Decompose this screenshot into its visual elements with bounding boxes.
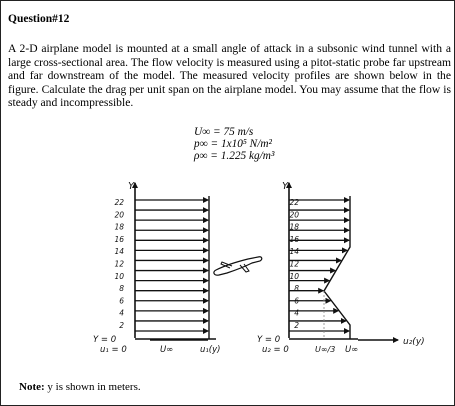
upstream-y-ticks: [114, 198, 124, 330]
y-tick-label: 6: [119, 296, 124, 306]
u-inf-param: U∞ = 75 m/s: [194, 126, 254, 138]
y-tick-label: 14: [114, 247, 124, 257]
y-tick-label: 8: [294, 284, 299, 294]
upstream-profile: [93, 181, 220, 355]
y-tick-label: 16: [114, 234, 124, 244]
upstream-profile-label: u₁(y): [200, 345, 221, 355]
p-inf-param: p∞ = 1x10⁵ N/m²: [194, 138, 272, 151]
downstream-u-origin-label: u₂ = 0: [262, 345, 289, 355]
note-text: y is shown in meters.: [44, 381, 141, 393]
downstream-y-axis-label: Y: [282, 181, 289, 192]
y-tick-label: 12: [289, 259, 299, 269]
y-tick-label: 10: [114, 271, 124, 281]
y-tick-label: 20: [289, 210, 299, 220]
rho-inf-param: ρ∞ = 1.225 kg/m³: [194, 150, 275, 163]
y-tick-label: 14: [289, 247, 299, 257]
upstream-velocity-arrows: [135, 200, 208, 331]
y-tick-label: 12: [114, 259, 124, 269]
downstream-origin-label: Y = 0: [257, 335, 281, 345]
y-tick-label: 4: [294, 308, 299, 318]
y-tick-label: 18: [114, 222, 124, 232]
downstream-u-inf-third-label: U∞/3: [315, 345, 336, 354]
upstream-y-axis-label: Y: [128, 181, 135, 192]
question-heading: Question#12: [8, 13, 70, 25]
y-tick-label: 22: [114, 198, 124, 207]
y-tick-label: 6: [294, 296, 299, 306]
note: [19, 381, 141, 393]
upstream-origin-label: Y = 0: [93, 335, 117, 345]
y-tick-label: 2: [294, 321, 299, 330]
y-tick-label: 16: [289, 234, 299, 244]
airplane-model: [214, 257, 262, 275]
downstream-profile: [257, 181, 425, 355]
y-tick-label: 4: [119, 308, 124, 318]
problem-statement: A 2-D airplane model is mounted at a small angle of attack in a subsonic wind tunnel with a large cross-sectional area. The flow velocity is measured using a pitot-static probe far upstream and far downstream of the model. The measured velocity profiles are shown below in the figure. Calculate the drag per unit span on the airplane model. You may assume that the flow is steady and incompressible.: [8, 42, 451, 110]
upstream-u-origin-label: u₁ = 0: [100, 345, 127, 355]
downstream-profile-front: [324, 196, 350, 339]
y-tick-label: 10: [289, 271, 299, 281]
y-tick-label: 2: [119, 321, 124, 330]
downstream-u-inf-label: U∞: [345, 345, 359, 355]
y-tick-label: 20: [114, 210, 124, 220]
note-prefix: Note:: [19, 381, 45, 393]
downstream-profile-label: u₂(y): [403, 337, 425, 347]
y-tick-label: 18: [289, 222, 299, 232]
upstream-u-inf-label: U∞: [160, 345, 174, 355]
y-tick-label: 8: [119, 284, 124, 294]
y-tick-label: 22: [289, 198, 299, 207]
